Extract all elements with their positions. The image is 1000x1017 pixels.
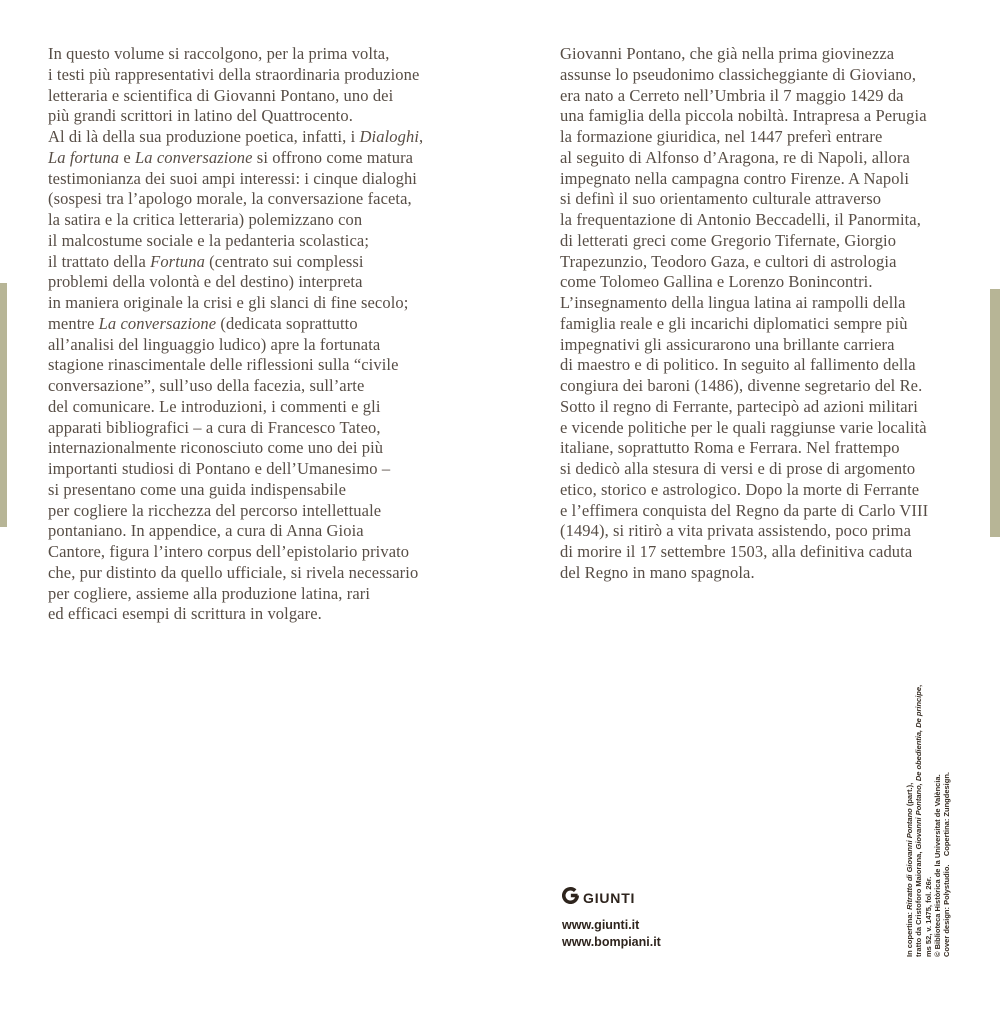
text-line: letteraria e scientifica di Giovanni Pontano, uno dei [48,85,394,105]
text-line: era nato a Cerreto nell’Umbria il 7 maggio 1429 da [560,85,904,105]
text-line: (sospesi tra l’apologo morale, la conversazione faceta, [48,189,412,209]
text-line: italiane, soprattutto Roma e Ferrara. Nel frattempo [560,438,900,458]
text-line: assunse lo pseudonimo classicheggiante di Gioviano, [560,64,917,84]
text-line: Giovanni Pontano, che già nella prima giovinezza [560,44,895,63]
text-line: © Biblioteca Històrica de la Universitat de València. [932,774,942,957]
text-line: si dedicò alla stesura di versi e di prose di argomento [560,459,916,478]
giunti-logo [562,888,661,908]
text-line: i testi più rappresentativi della straordinaria produzione [48,64,420,84]
text-line: per cogliere la ricchezza del percorso intellettuale [48,500,382,520]
text-line: in maniera originale la crisi e gli slanci di fine secolo; [48,293,409,312]
bompiani-url: www.bompiani.it [562,935,661,949]
text-line: mentre La conversazione (dedicata soprattutto [48,313,358,333]
text-line: testimonianza dei suoi ampi interessi: i cinque dialoghi [48,168,417,188]
text-line: impegnato nella campagna contro Firenze. A Napoli [560,168,909,188]
text-line: Sotto il regno di Ferrante, partecipò ad azioni militari [560,396,918,416]
text-line: una famiglia della piccola nobiltà. Intrapresa a Perugia [560,106,927,126]
text-line: e vicende politiche per le quali raggiunse varie località [560,417,927,437]
text-line: tratto da Cristoforo Maiorana, Giovanni Pontano, De obedientia, De principe, [914,684,924,957]
publisher-block [562,888,661,951]
text-line: pontaniano. In appendice, a cura di Anna Gioia [48,521,364,541]
text-line: Al di là della sua produzione poetica, infatti, i Dialoghi, [48,127,424,146]
text-line: e l’effimera conquista del Regno da parte di Carlo VIII [560,500,929,520]
text-line: congiura dei baroni (1486), divenne segretario del Re. [560,376,923,395]
text-line: Trapezunzio, Teodoro Gaza, e cultori di astrologia [560,251,897,271]
text-line: di morire il 17 settembre 1503, alla definitiva caduta [560,542,913,561]
text-line: al seguito di Alfonso d’Aragona, re di Napoli, allora [560,147,910,167]
text-line: problemi della volontà e del destino) interpreta [48,272,363,292]
text-line: il trattato della Fortuna (centrato sui complessi [48,251,364,271]
left-edge-band [0,283,7,527]
text-line: internazionalmente riconosciuto come uno dei più [48,438,384,458]
text-line: In questo volume si raccolgono, per la prima volta, [48,44,390,63]
text-line: impegnativi gli assicurarono una brillante carriera [560,334,895,354]
text-line: L’insegnamento della lingua latina ai rampolli della [560,293,906,312]
text-line: di letterati greci come Gregorio Tifernate, Giorgio [560,230,897,250]
text-line: apparati bibliografici – a cura di Francesco Tateo, [48,417,381,437]
text-line: Cover design: Polystudio. Copertina: Zungdesign. [942,771,952,957]
text-line: si definì il suo orientamento culturale attraverso [560,189,882,209]
giunti-g-icon [562,887,579,909]
text-line: di maestro e di politico. In seguito al fallimento della [560,355,916,375]
left-flap-paragraph [48,44,523,625]
giunti-url: www.giunti.it [562,918,640,932]
text-line: In copertina: Ritratto di Giovanni Pontano (part.), [905,782,914,957]
text-line: La fortuna e La conversazione si offrono come matura [48,147,414,167]
text-line: famiglia reale e gli incarichi diplomatici sempre più [560,313,908,333]
text-line: la formazione giuridica, nel 1447 preferì entrare [560,127,883,146]
text-line: (1494), si ritirò a vita privata assistendo, poco prima [560,521,912,541]
text-line: come Tolomeo Gallina e Lorenzo Bonincontri. [560,272,873,292]
text-line: ms 52, v. 1475, fol. 26r. [923,876,933,957]
text-line: la satira e la critica letteraria) polemizzano con [48,210,363,229]
text-line: stagione rinascimentale delle riflessioni sulla “civile [48,355,399,375]
text-line: il malcostume sociale e la pedanteria scolastica; [48,230,370,250]
text-line: per cogliere, assieme alla produzione latina, rari [48,583,371,603]
text-line: Cantore, figura l’intero corpus dell’epistolario privato [48,542,410,561]
right-flap-paragraph [560,44,1000,584]
text-line: all’analisi del linguaggio ludico) apre la fortunata [48,334,381,354]
text-line: del comunicare. Le introduzioni, i commenti e gli [48,396,381,416]
text-line: si presentano come una guida indispensabile [48,479,347,499]
text-line: che, pur distinto da quello ufficiale, si rivela necessario [48,562,419,582]
giunti-logo-text: GIUNTI [583,890,636,906]
text-line: etico, storico e astrologico. Dopo la morte di Ferrante [560,479,920,499]
text-line: del Regno in mano spagnola. [560,562,755,582]
text-line: conversazione”, sull’uso della facezia, sull’arte [48,376,365,395]
text-line: ed efficaci esempi di scrittura in volgare. [48,604,322,624]
text-line: più grandi scrittori in latino del Quattrocento. [48,106,353,126]
text-line: la frequentazione di Antonio Beccadelli, il Panormita, [560,210,921,229]
text-line: importanti studiosi di Pontano e dell’Umanesimo – [48,459,391,478]
cover-credits-rotated [905,657,951,957]
